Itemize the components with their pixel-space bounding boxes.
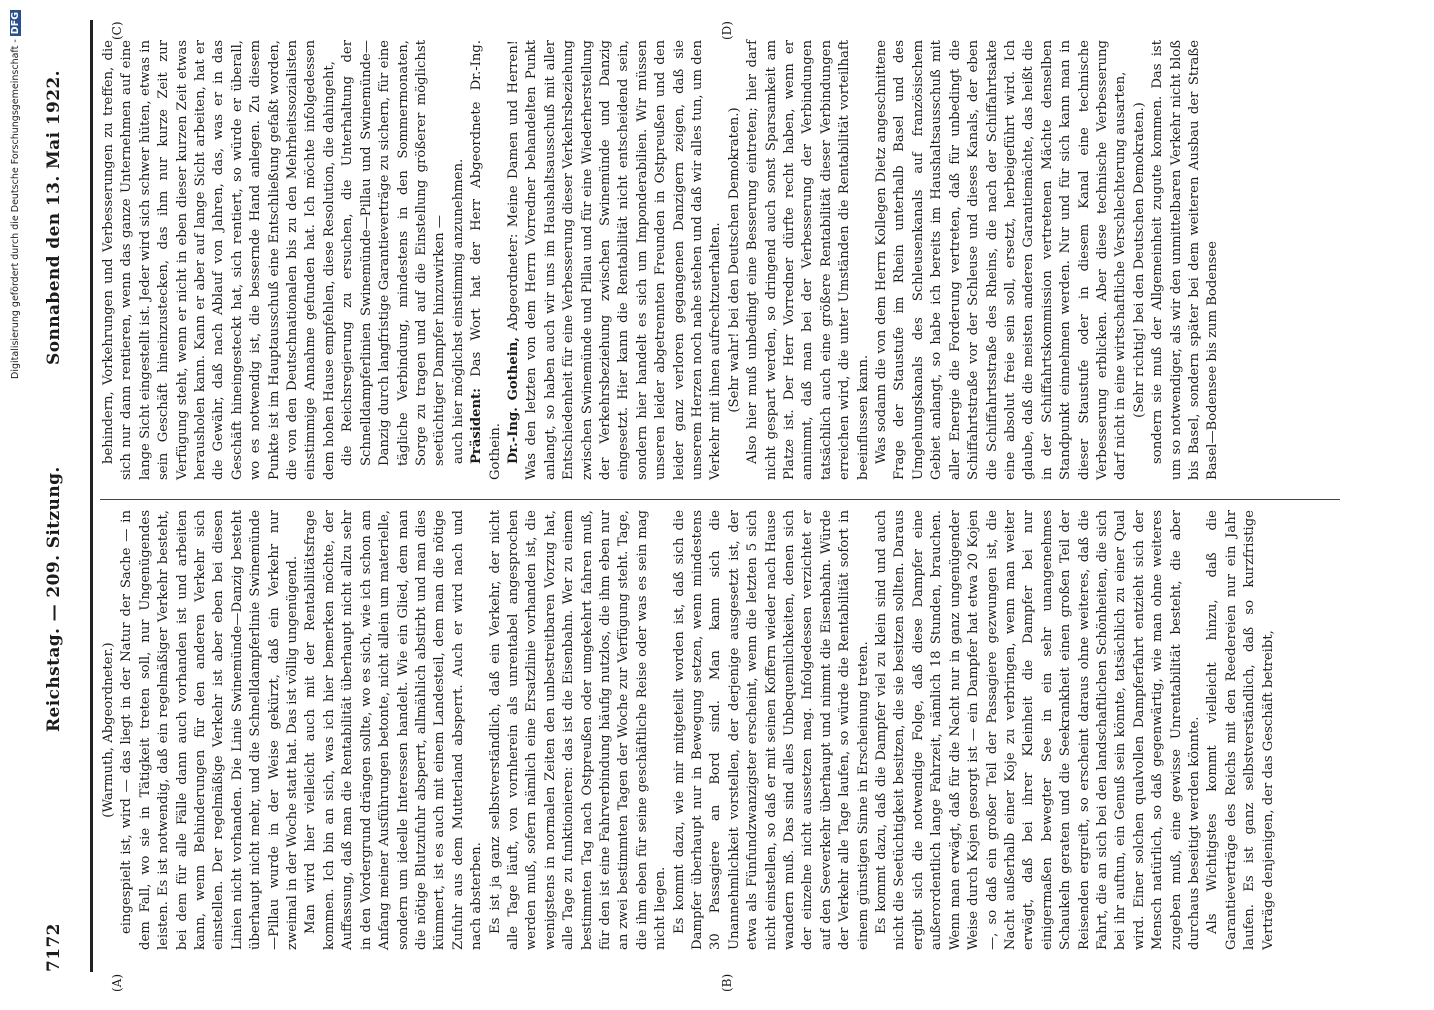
paragraph: Es kommt dazu, wie mir mitgeteilt worden ist, daß sich die Dampfer überhaupt nur in Bewegung setzen, wenn mindestens 30 Passagiere an Bord sind. Man kann sich die Unannehmlichkeit vorstellen, der derjenige ausgesetzt ist, der etwa als Fünfundzwanzigster erscheint, wenn die letzten 5 sich nicht einstellen, so daß er mit seinen Koffern wieder nach Hause wandern muß. Das sind alles Unbequemlichkeiten, denen sich der einzelne nicht aussetzen mag. Infolgedessen verzichtet er auf den Seeverkehr überhaupt und nimmt die Eisenbahn. Würde der Verkehr alle Tage laufen, so würde die Rentabilität sofort in einem günstigen Sinne in Erscheinung treten. — [671, 510, 871, 950]
paragraph: auch hier möglichst einstimmig anzunehmen. — [450, 158, 466, 464]
speaker-role: Abgeordneter: — [505, 233, 521, 331]
paragraph: Es ist ja ganz selbstverständlich, daß ein Verkehr, der nicht alle Tage läuft, von vornherein als unrentabel angesprochen werden muß, sofern nämlich eine Ersatzlinie vorhanden ist, die wenigstens in normalen Zeiten den unbestreitbaren Vorzug hat, alle Tage zu funktionieren: das ist die Eisenbahn. Wer zu einem bestimmten Tag nach Ostpreußen oder umgekehrt fahren muß, für den ist eine Fahrverbindung häufig nutzlos, die ihm eben nur an zwei bestimmten Tagen der Woche zur Verfügung steht. Tage, die ihm eben für seine geschäftliche Reise oder was es sein mag nicht liegen. — [487, 510, 669, 950]
left-column — [100, 510, 1278, 950]
margin-mark-c: (C) — [110, 21, 124, 40]
paragraph: Als Wichtigstes kommt vielleicht hinzu, daß die Garantieverträge des Reichs mit den Reedereien nur ein Jahr laufen. Es ist ganz selbstverständlich, daß so kurzfristige Verträge denjenigen, der das Geschäft betreibt, — [1205, 510, 1276, 950]
paragraph: Es kommt dazu, daß die Dampfer viel zu klein sind und auch nicht die Seetüchtigkeit besitzen, die sie besitzen sollten. Daraus ergibt sich die notwendige Folge, daß diese Dampfer eine außerordentlich lange Fahrzeit, nämlich 18 Stunden, brauchen. Wenn man erwägt, daß für die Nacht nur in ganz ungenügender Weise durch Kojen gesorgt ist — ein Dampfer hat etwa 20 Kojen —, so daß ein großer Teil der Passagiere gezwungen ist, die Nacht außerhalb einer Koje zu verbringen, wenn man weiter erwägt, daß bei ihrer Kleinheit die Dampfer bei nur einigermaßen bewegter See in ein sehr unangenehmes Schaukeln geraten und die Seekrankheit einen großen Teil der Reisenden ergreift, so erscheint daraus ohne weiteres, daß die Fahrt, die an sich bei den landschaftlichen Schönheiten, die sich bei ihr auftun, ein Genuß sein könnte, tatsächlich zu einer Qual wird. Einer solchen qualvollen Dampferfahrt entzieht sich der Mensch natürlich, so daß gegenwärtig, wie man ohne weiteres zugeben muß, eine gewisse Unrentabilität besteht, die aber durchaus beseitigt werden könnte. — [874, 510, 1202, 950]
speaker-intro — [505, 40, 726, 480]
speaker-running-head: (Warmuth, Abgeordneter.) — [101, 642, 116, 818]
president-label: Präsident: — [469, 387, 485, 464]
page-header — [40, 20, 93, 972]
margin-mark-a: (A) — [110, 973, 124, 992]
resolution-text: die Reichsregierung zu ersuchen, die Unterhaltung der Schnelldampferlinien Swinemünde—Pillau und Swinemünde—Danzig durch langfristige Garantieverträge zu sichern, für eine tägliche Verbindung, mindestens in den Sommermonaten, Sorge zu tragen und auf die Einstellung größerer möglichst seetüchtiger Dampfer hinzuwirken — — [340, 40, 448, 466]
right-column — [100, 40, 1223, 480]
paragraph: eingespielt ist, wird — das liegt in der Natur der Sache — in dem Fall, wo sie in Tätigkeit treten soll, nur Ungenügendes leisten. Es ist notwendig, daß ein regelmäßiger Verkehr besteht, bei dem für alle Fälle dann auch vorhanden ist und arbeiten kann, wenn Behinderungen für den anderen Verkehr sich einstellen. Der regelmäßige Verkehr ist aber eben bei diesen Linien nicht vorhanden. Die Linie Swinemünde—Danzig besteht überhaupt nicht mehr, und die Schnelldampferlinie Swinemünde—Pillau wurde in der Weise gekürzt, daß ein Verkehr nur zweimal in der Woche statt hat. Das ist völlig ungenügend. — [119, 510, 301, 950]
digitization-text: Digitalisierung gefördert durch die Deutsche Forschungsgemeinschaft - — [10, 39, 21, 379]
speaker-name: Dr.-Ing. Gothein, — [505, 337, 521, 464]
president-statement — [468, 40, 505, 480]
speech-text: Meine Damen und Herren! Was den letzten von dem Herrn Vorredner behandelten Punkt anlangt, so haben auch wir uns im Haushaltsausschuß mit aller Entschiedenheit für eine Verbesserung dieser Verkehrsbeziehung zwischen Swinemünde und Pillau und für eine Wiederherstellung der Verkehrsbeziehung zwischen Swinemünde und Danzig eingesetzt. Hier kann die Rentabilität nicht entscheidend sein, sondern hier handelt es sich um Imponderabilien. Wir müssen unseren leider abgetrennten Freunden in Ostpreußen und den leider ganz verloren gegangenen Danzigern zeigen, daß sie unserem Herzen noch nahe stehen und daß wir alles tun, um den Verkehr mit ihnen aufrechtzuerhalten. — [505, 40, 724, 480]
paragraph: sondern sie muß der Allgemeinheit zugute kommen. Das ist um so notwendiger, als wir den unmittelbaren Verkehr nicht bloß bis Basel, sondern später bei dem weiteren Ausbau der Straße Basel—Bodensee bis zum Bodensee — [1150, 40, 1221, 480]
paragraph: Was sodann die von dem Herrn Kollegen Dietz angeschnittene Frage der Staustufe im Rhein unterhalb Basel und des Umgehungskanals des Schleusenkanals auf französischem Gebiet anlangt, so habe ich bereits im Haushaltsausschuß mit aller Energie die Forderung vertreten, daß für unbedingt die Schiffahrtstraße vor der Schleuse und dieses Kanals, der eben die Schiffahrtsstraße des Rheins, die nach der Schiffahrtsakte eine absolut freie sein soll, ersetzt, herbeigeführt wird. Ich glaube, daß die meisten anderen Garantiemächte, das heißt die in der Schiffahrtskommission vertretenen Mächte denselben Standpunkt einnehmen werden. Nur und für sich kann man in dieser Staustufe oder in diesem Kanal eine technische Verbesserung erblicken. Aber diese technische Verbesserung darf nicht in eine wirtschaftliche Verschlechterung ausarten, — [874, 40, 1129, 480]
margin-mark-b: (B) — [720, 973, 734, 992]
column-divider — [100, 499, 1340, 500]
applause-note: (Sehr richtig! bei den Deutschen Demokraten.) — [1131, 102, 1147, 418]
paragraph: Also hier muß unbedingt eine Besserung eintreten; hier darf nicht gespart werden, so dringend auch sonst Sparsamkeit am Platze ist. Der Herr Vorredner dürfte recht haben, wenn er annimmt, daß man bei der Verbesserung der Verbindungen tatsächlich auch eine größere Rentabilität dieser Verbindungen erreichen wird, die unter Umständen die Rentabilität vorteilhaft beeinflussen kann. — [745, 40, 871, 480]
president-text: Das Wort hat der Herr Abgeordnete Dr.-Ing. Gothein. — [469, 40, 503, 480]
page-number: 7172 — [44, 923, 64, 972]
session-date: Sonnabend den 13. Mai 1922. — [44, 70, 64, 365]
session-title: Reichstag. — 209. Sitzung. — [44, 466, 64, 732]
applause-note: (Sehr wahr! bei den Deutschen Demokraten.) — [726, 107, 742, 413]
digitization-credit — [10, 10, 21, 1010]
paragraph: Man wird hier vielleicht auch mit der Rentabilitätsfrage kommen. Ich bin an sich, was ich hier bemerken möchte, der Auffassung, daß man die Rentabilität überhaupt nicht allzu sehr in den Vordergrund drängen sollte, wo es sich, wie ich schon am Anfang meiner Ausführungen betonte, nicht allein um materielle, sondern um ideelle Interessen handelt. Wie ein Glied, dem man die nötige Blutzufuhr absperrt, allmählich abstirbt und man dies kümmert, ist es auch mit einem Landesteil, dem man die nötige Zufuhr aus dem Mutterland absperrt. Auch er wird nach und nach absterben. — [303, 510, 485, 950]
dfg-logo: DFG — [10, 12, 21, 35]
paragraph: behindern, Vorkehrungen und Verbesserungen zu treffen, die sich nur dann rentieren, wenn das ganze Unternehmen auf eine lange Sicht eingestellt ist. Jeder wird sich schwer hüten, etwas in sein Geschäft hineinzustecken, das ihm nur kurze Zeit zur Verfügung steht, wenn er nicht in eben dieser kurzen Zeit etwas herausholen kann. Kann er aber auf lange Sicht arbeiten, hat er die Gewähr, daß nach Ablauf von Jahren, das, was er in das Geschäft hineingesteckt hat, sich rentiert, so würde er überall, wo es notwendig ist, die bessernde Hand anlegen. Zu diesem Punkte ist im Hauptausschuß eine Entschließung gefaßt worden, die von den Deutschnationalen bis zu den Mehrheitssozialisten einstimmige Annahme gefunden hat. Ich möchte infolgedessen dem hohen Hause empfehlen, diese Resolution, die dahingeht, — [101, 40, 337, 480]
margin-mark-d: (D) — [720, 21, 734, 40]
